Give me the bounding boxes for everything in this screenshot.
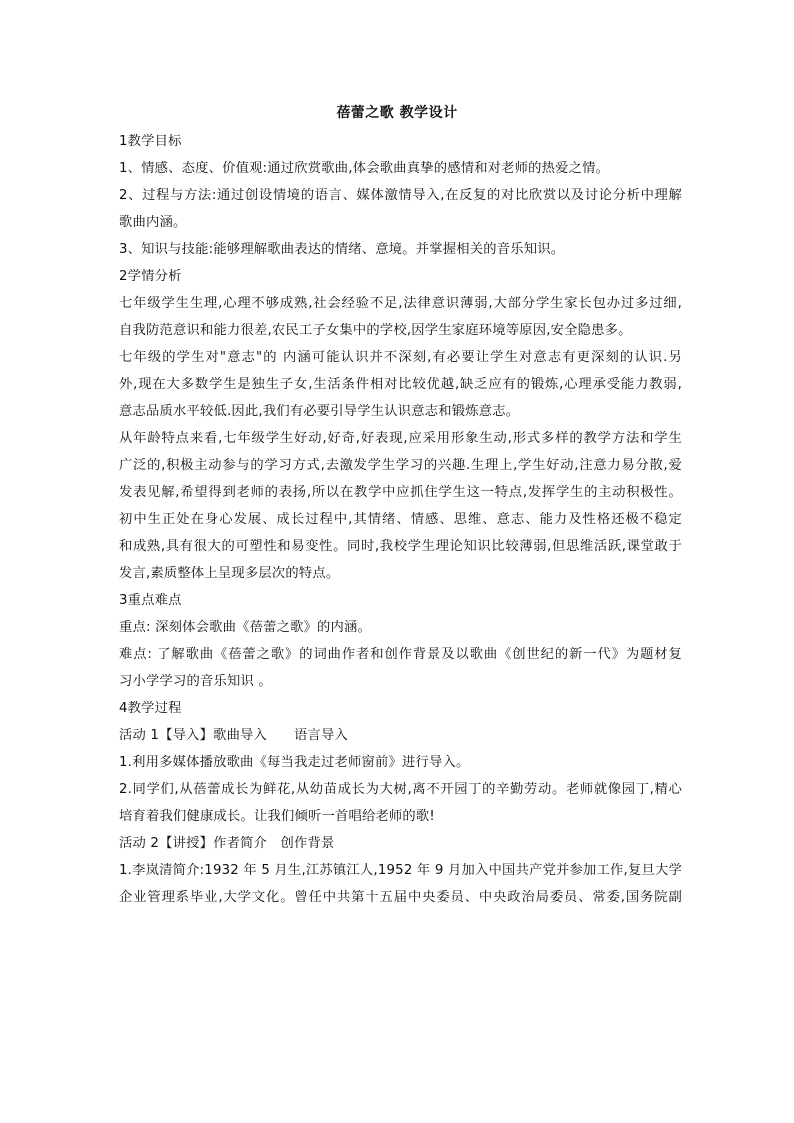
paragraph-line: 从年龄特点来看,七年级学生好动,好奇,好表现,应采用形象生动,形式多样的教学方法和学生 xyxy=(119,431,682,446)
paragraph-line: 3、知识与技能:能够理解歌曲表达的情绪、意境。并掌握相关的音乐知识。 xyxy=(119,242,565,257)
activity-heading: 活动 1【导入】歌曲导入 语言导入 xyxy=(119,728,349,743)
document-body xyxy=(119,132,682,915)
paragraph-line: 七年级学生生理,心理不够成熟,社会经验不足,法律意识薄弱,大部分学生家长包办过多过细, xyxy=(119,296,682,311)
activity-heading: 活动 2【讲授】作者简介 创作背景 xyxy=(119,836,335,851)
paragraph-line: 发表见解,希望得到老师的表扬,所以在教学中应抓住学生这一特点,发挥学生的主动积极性。 xyxy=(119,485,682,500)
paragraph-line: 1、情感、态度、价值观:通过欣赏歌曲,体会歌曲真挚的感情和对老师的热爱之情。 xyxy=(119,161,610,176)
paragraph-line: 2.同学们,从蓓蕾成长为鲜花,从幼苗成长为大树,离不开园丁的辛勤劳动。老师就像园丁,精心 xyxy=(119,782,682,797)
paragraph-line: 1.李岚清简介:1932 年 5 月生,江苏镇江人,1952 年 9 月加入中国共产党并参加工作,复旦大学 xyxy=(119,863,682,878)
paragraph-line: 初中生正处在身心发展、成长过程中,其情绪、情感、思维、意志、能力及性格还极不稳定 xyxy=(119,512,682,527)
paragraph-line: 外,现在大多数学生是独生子女,生活条件相对比较优越,缺乏应有的锻炼,心理承受能力教弱, xyxy=(119,377,682,392)
paragraph-line: 重点: 深刻体会歌曲《蓓蕾之歌》的内涵。 xyxy=(119,620,372,635)
paragraph-line: 培育着我们健康成长。让我们倾听一首唱给老师的歌! xyxy=(119,809,435,824)
section-heading-objectives: 1教学目标 xyxy=(119,134,182,149)
paragraph-line: 1.利用多媒体播放歌曲《每当我走过老师窗前》进行导入。 xyxy=(119,755,470,770)
paragraph-line: 2、过程与方法:通过创设情境的语言、媒体激情导入,在反复的对比欣赏以及讨论分析中理解 xyxy=(119,188,682,203)
paragraph-line: 歌曲内涵。 xyxy=(119,215,187,230)
paragraph-line: 难点: 了解歌曲《蓓蕾之歌》的词曲作者和创作背景及以歌曲《创世纪的新一代》为题材复 xyxy=(119,647,682,662)
paragraph-line: 广泛的,积极主动参与的学习方式,去激发学生学习的兴趣.生理上,学生好动,注意力易分散,爱 xyxy=(119,458,682,473)
paragraph-line: 和成熟,具有很大的可塑性和易变性。同时,我校学生理论知识比较薄弱,但思维活跃,课堂敢于 xyxy=(119,539,682,554)
paragraph-line: 发言,素质整体上呈现多层次的特点。 xyxy=(119,566,340,581)
paragraph-line: 意志品质水平较低.因此,我们有必要引导学生认识意志和锻炼意志。 xyxy=(119,404,520,419)
paragraph-line: 自我防范意识和能力很差,农民工子女集中的学校,因学生家庭环境等原因,安全隐患多。 xyxy=(119,323,632,338)
paragraph-line: 七年级的学生对"意志"的 内涵可能认识并不深刻,有必要让学生对意志有更深刻的认识.另 xyxy=(119,350,682,365)
section-heading-process: 4教学过程 xyxy=(119,701,182,716)
paragraph-line: 习小学学习的音乐知识 。 xyxy=(119,674,272,689)
section-heading-keypoints: 3重点难点 xyxy=(119,593,182,608)
paragraph-line: 企业管理系毕业,大学文化。曾任中共第十五届中央委员、中央政治局委员、常委,国务院副 xyxy=(119,890,682,905)
document-title: 蓓蕾之歌 教学设计 xyxy=(336,105,458,121)
section-heading-analysis: 2学情分析 xyxy=(119,269,182,284)
